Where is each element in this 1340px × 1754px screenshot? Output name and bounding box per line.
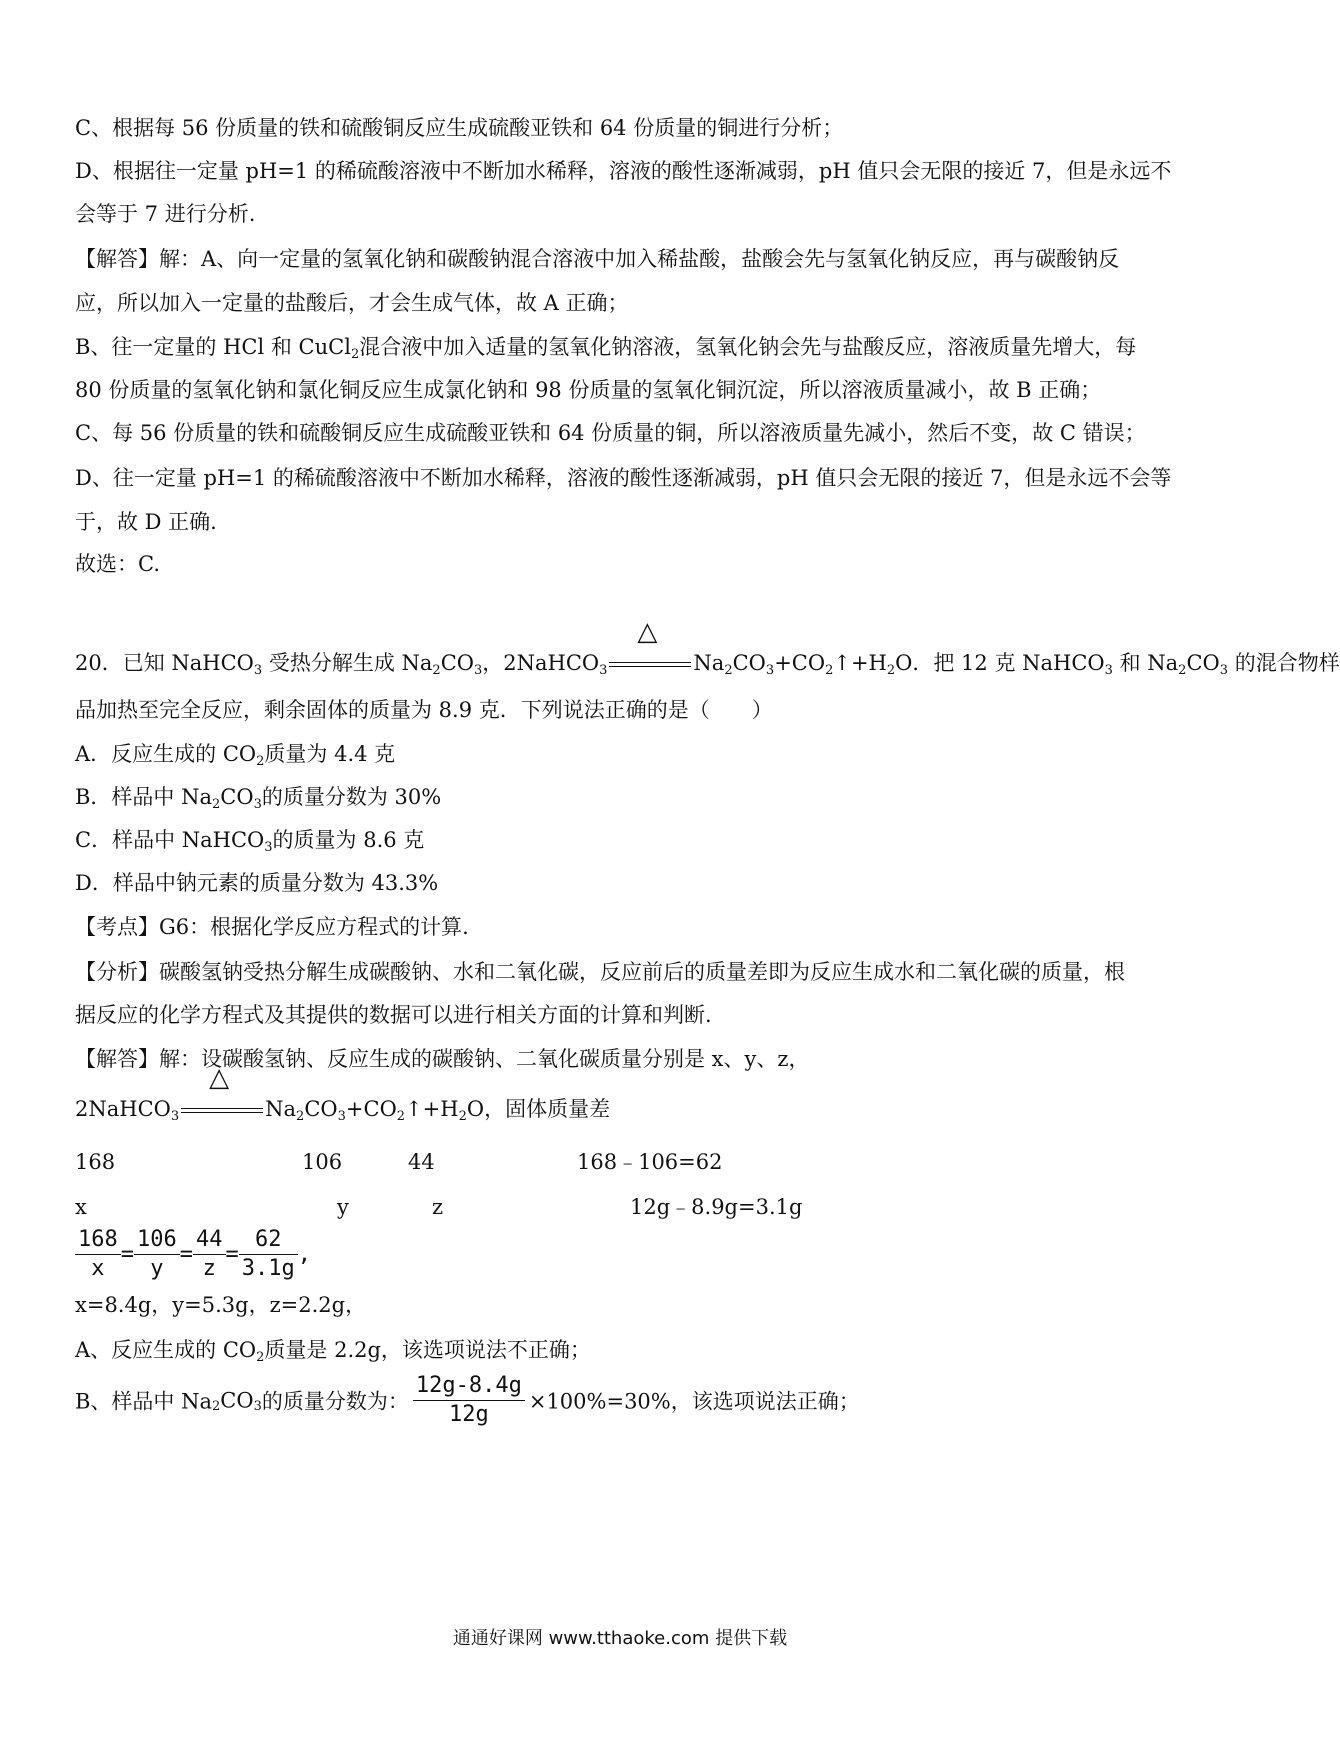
proportion-equation: $\frac{168}{x}$ = $\frac{106}{y}$ = $\frac{44}{z}$ = $\frac{62}{3.1g}$ , [75,1226,311,1283]
var-y: y [337,1195,349,1219]
text-line: 【解答】解：A、向一定量的氢氧化钠和碳酸钠混合溶液中加入稀盐酸，盐酸会先与氢氧化钠反应，再与碳酸钠反 [75,247,1120,271]
text-line: A、反应生成的 $CO_2$质量是 2.2g，该选项说法不正确； [75,1338,591,1365]
text-line: D、根据往一定量 pH=1 的稀硫酸溶液中不断加水稀释，溶液的酸性逐渐减弱，pH 值只会无限的接近 7，但是永远不 [75,159,1172,183]
text-line: C、根据每 56 份质量的铁和硫酸铜反应生成硫酸亚铁和 64 份质量的铜进行分析； [75,116,844,140]
text-line: 故选：C. [75,552,160,576]
question-20-stem: 20．已知 NaHCO$_3$ 受热分解生成 $Na_2CO_3$，2NaHCO$_3$ △ $Na_2CO_3+CO_2↑+H_2O$．把 12 克 NaHCO$_3$ 和 $Na_2CO_3$ 的混合物样 [75,617,1340,678]
text-line: 80 份质量的氢氧化钠和氯化铜反应生成氯化钠和 98 份质量的氢氧化铜沉淀，所以溶液质量减小，故 B 正确； [75,378,1102,402]
var-z: z [432,1195,444,1219]
mass-44: 44 [408,1150,435,1174]
actual-difference: 12g﹣8.9g=3.1g [630,1195,803,1219]
text-line: 会等于 7 进行分析. [75,202,256,226]
fraction: $\frac{168}{x}$ [75,1226,121,1283]
text-line: B、样品中 $Na_2CO_3$的质量分数为： $\frac{12g-8.4g}{12g}$ ×100%=30%，该选项说法正确； [75,1373,860,1427]
triangle-heat-icon: △ [637,617,658,647]
footer-watermark: 通通好课网 www.tthaoke.com 提供下载 [452,1628,788,1649]
option-a: A．反应生成的 $CO_2$质量为 4.4 克 [75,742,396,769]
text-line: 应，所以加入一定量的盐酸后，才会生成气体，故 A 正确； [75,291,629,315]
text-line: x=8.4g，y=5.3g，z=2.2g， [75,1293,367,1317]
text-line: 【解答】解：设碳酸氢钠、反应生成的碳酸钠、二氧化碳质量分别是 x、y、z， [75,1047,810,1071]
text-line: B、往一定量的 HCl 和 CuCl$_2$混合液中加入适量的氢氧化钠溶液，氢氧化钠会先与盐酸反应，溶液质量先增大，每 [75,335,1137,362]
option-b: B．样品中 $Na_2CO_3$的质量分数为 30% [75,785,442,812]
mass-difference: 168﹣106=62 [577,1150,723,1174]
heat-arrow [181,1063,263,1122]
var-x: x [75,1195,87,1219]
mass-168: 168 [75,1150,116,1174]
fraction: $\frac{106}{y}$ [134,1226,180,1283]
text-line: D、往一定量 pH=1 的稀硫酸溶液中不断加水稀释，溶液的酸性逐渐减弱，pH 值只会无限的接近 7，但是永远不会等 [75,466,1172,490]
option-c: C．样品中 NaHCO$_3$的质量为 8.6 克 [75,828,425,855]
text-line: 【分析】碳酸氢钠受热分解生成碳酸钠、水和二氧化碳，反应前后的质量差即为反应生成水和二氧化碳的质量，根 [75,960,1125,984]
text-line: C、每 56 份质量的铁和硫酸铜反应生成硫酸亚铁和 64 份质量的铜，所以溶液质量先减小，然后不变，故 C 错误； [75,421,1146,445]
fraction: $\frac{12g-8.4g}{12g}$ [413,1372,525,1429]
fraction: $\frac{44}{z}$ [193,1226,226,1283]
text-line: 于，故 D 正确. [75,510,217,534]
text-line: 【考点】G6：根据化学反应方程式的计算. [75,915,469,939]
triangle-heat-icon: △ [209,1063,230,1093]
heat-arrow [609,617,691,676]
chemical-equation: 2NaHCO$_3$ △ $Na_2CO_3+CO_2↑+H_2O$，固体质量差 [75,1063,611,1124]
mass-106: 106 [302,1150,343,1174]
text-line: 品加热至完全反应，剩余固体的质量为 8.9 克．下列说法正确的是（ ） [75,698,773,722]
fraction: $\frac{62}{3.1g}$ [239,1226,298,1283]
text-line: 据反应的化学方程式及其提供的数据可以进行相关方面的计算和判断. [75,1003,712,1027]
option-d: D．样品中钠元素的质量分数为 43.3% [75,871,439,895]
